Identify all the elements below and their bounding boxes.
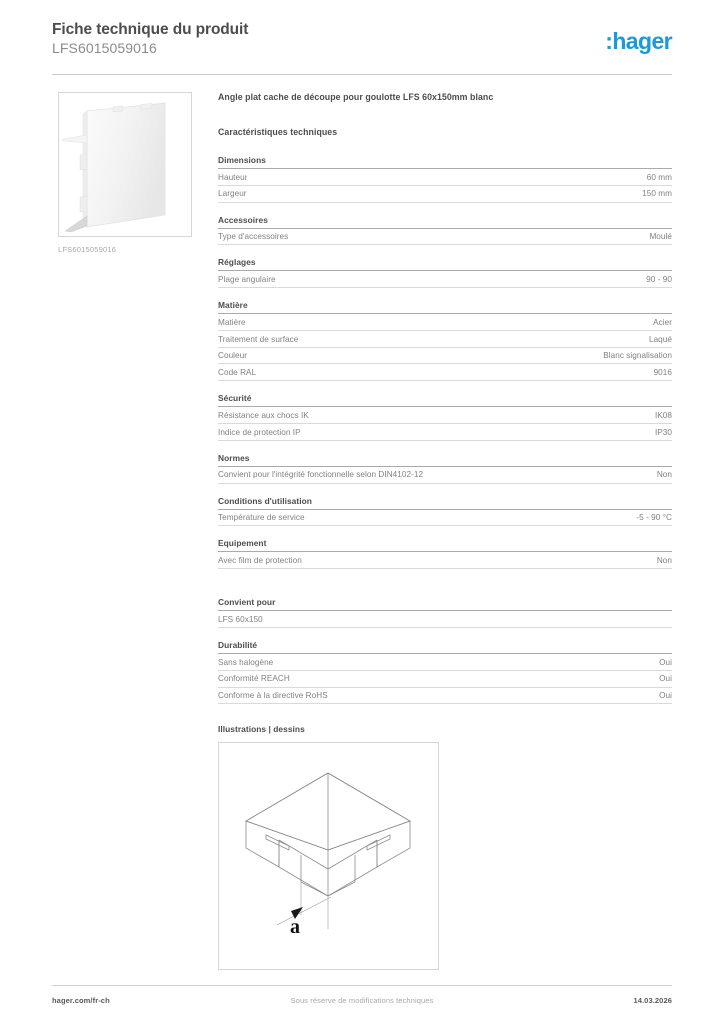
- spec-row: [218, 271, 672, 288]
- spec-value: 90 - 90: [646, 274, 672, 284]
- technical-drawing: [218, 742, 439, 970]
- spec-label: Avec film de protection: [218, 555, 302, 565]
- spec-value: Oui: [659, 657, 672, 667]
- spec-sections-secondary: [218, 597, 672, 704]
- hager-logo: :hager: [605, 28, 672, 54]
- spec-value: Non: [656, 470, 672, 480]
- header-divider: [52, 74, 672, 75]
- spec-row: [218, 364, 672, 381]
- spec-value: 60 mm: [646, 172, 672, 182]
- spec-label: Hauteur: [218, 172, 248, 182]
- spec-value: -5 - 90 °C: [636, 513, 672, 523]
- spec-label: Code RAL: [218, 368, 257, 378]
- spec-label: Matière: [218, 317, 246, 327]
- spec-row: [218, 510, 672, 527]
- spec-section-header: Normes: [218, 453, 672, 467]
- spec-value: Blanc signalisation: [603, 351, 672, 361]
- spec-value: Laqué: [648, 334, 672, 344]
- spec-section-header: Equipement: [218, 538, 672, 552]
- spec-row: [218, 348, 672, 365]
- spec-section-header: Convient pour: [218, 597, 672, 611]
- spec-value: Acier: [653, 317, 672, 327]
- spec-row: [218, 331, 672, 348]
- spec-label: Température de service: [218, 513, 305, 523]
- product-photo-svg: [59, 93, 191, 236]
- dimension-label: a: [290, 916, 300, 939]
- spec-section: [218, 640, 672, 704]
- spec-row: [218, 688, 672, 705]
- spec-section-header: Réglages: [218, 257, 672, 271]
- spec-section: [218, 155, 672, 203]
- product-description: Angle plat cache de découpe pour goulotte LFS 60x150mm blanc: [218, 92, 494, 102]
- spec-row: [218, 671, 672, 688]
- page-footer: [52, 996, 672, 1010]
- spec-value: Non: [656, 555, 672, 565]
- spec-value: Oui: [659, 691, 672, 701]
- spec-section: [218, 453, 672, 484]
- page-header: [52, 20, 672, 72]
- spec-row: [218, 229, 672, 246]
- spec-section-header: Sécurité: [218, 393, 672, 407]
- spec-label: Type d'accessoires: [218, 232, 289, 242]
- spec-value: IP30: [654, 427, 672, 437]
- spec-row: [218, 467, 672, 484]
- page-title: Fiche technique du produit: [52, 21, 249, 38]
- spec-row: [218, 169, 672, 186]
- technical-drawing-svg: [219, 743, 438, 969]
- spec-value: 150 mm: [642, 189, 672, 199]
- spec-row: [218, 407, 672, 424]
- spec-section-header: Accessoires: [218, 215, 672, 229]
- spec-label: LFS 60x150: [218, 614, 263, 624]
- product-image-caption: LFS6015059016: [58, 245, 117, 254]
- spec-row: [218, 552, 672, 569]
- product-image: [58, 92, 192, 237]
- spec-section: [218, 215, 672, 246]
- footer-divider: [52, 985, 672, 986]
- spec-section: [218, 496, 672, 527]
- product-reference: LFS6015059016: [52, 40, 157, 56]
- spec-label: Conformité REACH: [218, 674, 290, 684]
- spec-value: Oui: [659, 674, 672, 684]
- spec-section: [218, 393, 672, 441]
- spec-section-header: Durabilité: [218, 640, 672, 654]
- spec-section: [218, 257, 672, 288]
- spec-label: Convient pour l'intégrité fonctionnelle selon DIN4102-12: [218, 470, 424, 480]
- spec-label: Couleur: [218, 351, 248, 361]
- spec-content: [218, 92, 672, 970]
- spec-value: Moulé: [649, 232, 672, 242]
- spec-sections: [218, 155, 672, 569]
- spec-section-header: Conditions d'utilisation: [218, 496, 672, 510]
- spec-label: Résistance aux chocs IK: [218, 410, 309, 420]
- footer-date: 14.03.2026: [633, 996, 672, 1005]
- spec-section-header: Matière: [218, 300, 672, 314]
- spec-row: [218, 314, 672, 331]
- spec-label: Plage angulaire: [218, 274, 276, 284]
- spec-section: [218, 597, 672, 628]
- spec-section: [218, 300, 672, 381]
- spec-label: Conforme à la directive RoHS: [218, 691, 328, 701]
- spec-section-header: Dimensions: [218, 155, 672, 169]
- spec-section: [218, 538, 672, 569]
- spec-value: 9016: [653, 368, 672, 378]
- footer-disclaimer: Sous réserve de modifications techniques: [290, 996, 434, 1005]
- specs-heading: Caractéristiques techniques: [218, 127, 338, 137]
- illustrations-heading: Illustrations | dessins: [218, 724, 305, 735]
- spec-row: [218, 424, 672, 441]
- section-gap: [218, 581, 672, 597]
- spec-label: Largeur: [218, 189, 247, 199]
- spec-row: [218, 654, 672, 671]
- spec-row: [218, 611, 672, 628]
- spec-label: Traitement de surface: [218, 334, 299, 344]
- spec-label: Indice de protection IP: [218, 427, 301, 437]
- footer-website[interactable]: hager.com/fr-ch: [52, 996, 110, 1005]
- spec-value: IK08: [654, 410, 672, 420]
- spec-row: [218, 186, 672, 203]
- spec-label: Sans halogène: [218, 657, 274, 667]
